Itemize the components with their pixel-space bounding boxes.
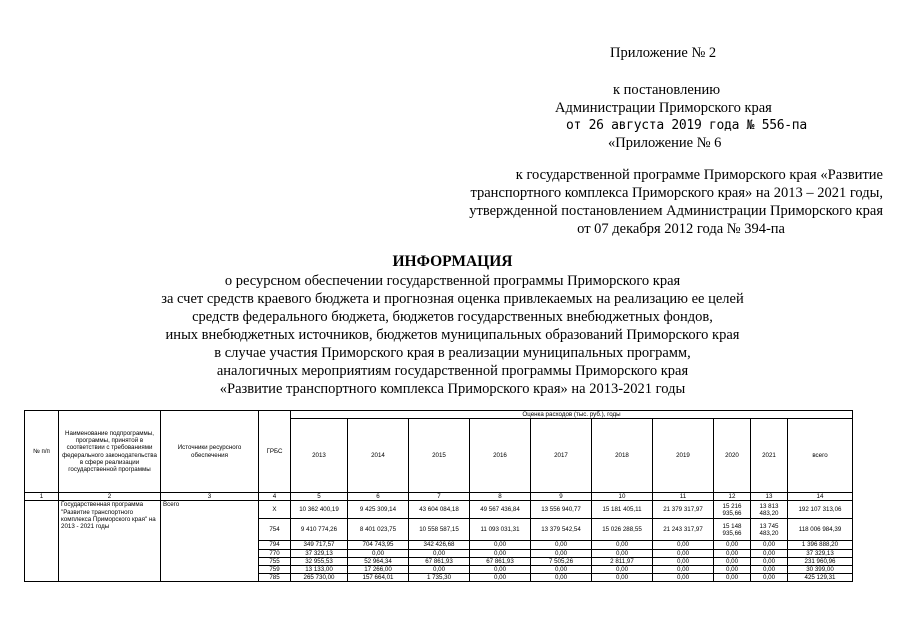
value-cell: 67 861,93 <box>470 557 531 565</box>
value-cell: 15 148 935,66 <box>714 519 751 541</box>
column-numbers-row <box>25 493 853 501</box>
column-number: 13 <box>751 493 788 501</box>
value-cell: 17 266,00 <box>348 566 409 574</box>
value-cell: 0,00 <box>751 549 788 557</box>
column-number: 10 <box>592 493 653 501</box>
header-num: № п/п <box>25 411 59 493</box>
title-line-6: аналогичных мероприятиям государственной программы Приморского края <box>216 363 689 379</box>
row-number-cell <box>25 501 59 582</box>
header-year: 2014 <box>348 419 409 493</box>
value-cell: 425 129,31 <box>788 574 853 582</box>
value-cell: 15 216 935,66 <box>714 501 751 519</box>
value-cell: 0,00 <box>592 549 653 557</box>
title-line-2: за счет средств краевого бюджета и прогнозная оценка привлекаемых на реализацию ее целей <box>161 291 744 307</box>
program-ref-line-1: к государственной программе Приморского края «Развитие <box>515 167 883 183</box>
column-number: 9 <box>531 493 592 501</box>
value-cell: 0,00 <box>470 549 531 557</box>
value-cell: 118 006 984,39 <box>788 519 853 541</box>
value-cell: 0,00 <box>531 549 592 557</box>
grbs-cell: 785 <box>259 574 291 582</box>
header-year: 2016 <box>470 419 531 493</box>
column-number: 6 <box>348 493 409 501</box>
header-year: 2021 <box>751 419 788 493</box>
grbs-cell: 794 <box>259 541 291 549</box>
header-year: 2015 <box>409 419 470 493</box>
value-cell: 0,00 <box>470 574 531 582</box>
value-cell: 67 861,93 <box>409 557 470 565</box>
value-cell: 0,00 <box>653 549 714 557</box>
value-cell: 0,00 <box>470 566 531 574</box>
value-cell: 0,00 <box>531 574 592 582</box>
column-number: 11 <box>653 493 714 501</box>
value-cell: 704 743,95 <box>348 541 409 549</box>
value-cell: 37 329,13 <box>291 549 348 557</box>
value-cell: 0,00 <box>714 566 751 574</box>
value-cell: 37 329,13 <box>788 549 853 557</box>
value-cell: 7 505,26 <box>531 557 592 565</box>
value-cell: 0,00 <box>531 541 592 549</box>
value-cell: 49 567 436,84 <box>470 501 531 519</box>
value-cell: 0,00 <box>348 549 409 557</box>
value-cell: 21 379 317,97 <box>653 501 714 519</box>
title-line-1: о ресурсном обеспечении государственной программы Приморского края <box>224 273 681 289</box>
column-number: 5 <box>291 493 348 501</box>
title-line-4: иных внебюджетных источников, бюджетов муниципальных образований Приморского края <box>165 327 740 343</box>
value-cell: 342 426,68 <box>409 541 470 549</box>
column-number: 8 <box>470 493 531 501</box>
value-cell: 0,00 <box>714 574 751 582</box>
value-cell: 8 401 023,75 <box>348 519 409 541</box>
value-cell: 21 243 317,97 <box>653 519 714 541</box>
value-cell: 192 107 313,06 <box>788 501 853 519</box>
grbs-cell: 755 <box>259 557 291 565</box>
value-cell: 0,00 <box>714 557 751 565</box>
value-cell: 13 745 483,20 <box>751 519 788 541</box>
value-cell: 13 133,00 <box>291 566 348 574</box>
value-cell: 0,00 <box>714 541 751 549</box>
header-year: 2018 <box>592 419 653 493</box>
appendix-6: «Приложение № 6 <box>608 135 722 151</box>
value-cell: 1 735,30 <box>409 574 470 582</box>
column-number: 1 <box>25 493 59 501</box>
table-body <box>25 501 853 582</box>
program-ref-line-4: от 07 декабря 2012 года № 394-па <box>577 221 785 237</box>
value-cell: 15 181 405,11 <box>592 501 653 519</box>
value-cell: 0,00 <box>714 549 751 557</box>
header-year: 2020 <box>714 419 751 493</box>
value-cell: 30 399,00 <box>788 566 853 574</box>
resource-table <box>24 410 853 582</box>
value-cell: 349 717,57 <box>291 541 348 549</box>
table-row <box>25 501 853 519</box>
value-cell: 11 093 031,31 <box>470 519 531 541</box>
value-cell: 0,00 <box>653 566 714 574</box>
grbs-cell: 754 <box>259 519 291 541</box>
header-estimate: Оценка расходов (тыс. руб.), годы <box>291 411 853 419</box>
header-source: Источники ресурсного обеспечения <box>161 411 259 493</box>
title-line-7: «Развитие транспортного комплекса Приморского края» на 2013-2021 годы <box>219 381 686 397</box>
value-cell: 0,00 <box>592 574 653 582</box>
header-year: всего <box>788 419 853 493</box>
value-cell: 0,00 <box>653 574 714 582</box>
column-number: 2 <box>59 493 161 501</box>
value-cell: 10 558 587,15 <box>409 519 470 541</box>
value-cell: 13 813 483,20 <box>751 501 788 519</box>
value-cell: 9 410 774,26 <box>291 519 348 541</box>
value-cell: 15 026 288,55 <box>592 519 653 541</box>
header-grbs: ГРБС <box>259 411 291 493</box>
column-number: 4 <box>259 493 291 501</box>
value-cell: 9 425 309,14 <box>348 501 409 519</box>
column-number: 3 <box>161 493 259 501</box>
column-number: 12 <box>714 493 751 501</box>
value-cell: 0,00 <box>409 566 470 574</box>
column-number: 14 <box>788 493 853 501</box>
value-cell: 0,00 <box>751 574 788 582</box>
header-year: 2013 <box>291 419 348 493</box>
value-cell: 0,00 <box>653 541 714 549</box>
title-line-5: в случае участия Приморского края в реализации муниципальных программ, <box>214 345 691 361</box>
value-cell: 0,00 <box>751 566 788 574</box>
program-ref-line-3: утвержденной постановлением Администрации Приморского края <box>469 203 883 219</box>
value-cell: 1 396 888,20 <box>788 541 853 549</box>
value-cell: 43 604 084,18 <box>409 501 470 519</box>
header-year: 2019 <box>653 419 714 493</box>
column-number: 7 <box>409 493 470 501</box>
program-ref-line-2: транспортного комплекса Приморского края» на 2013 – 2021 годы, <box>470 185 883 201</box>
value-cell: 0,00 <box>592 566 653 574</box>
value-cell: 0,00 <box>592 541 653 549</box>
appendix-number: Приложение № 2 <box>610 45 717 61</box>
value-cell: 32 955,53 <box>291 557 348 565</box>
grbs-cell: Х <box>259 501 291 519</box>
value-cell: 10 362 400,19 <box>291 501 348 519</box>
value-cell: 52 964,34 <box>348 557 409 565</box>
value-cell: 0,00 <box>653 557 714 565</box>
header-name: Наименование подпрограммы, программы, принятой в соответствии с требованиями федерального законодательства в сфере реализации государственной программы <box>59 411 161 493</box>
grbs-cell: 770 <box>259 549 291 557</box>
title-line-3: средств федерального бюджета, бюджетов государственных внебюджетных фондов, <box>192 309 713 325</box>
appendix-to-resolution: к постановлению <box>613 82 721 98</box>
value-cell: 265 730,00 <box>291 574 348 582</box>
source-cell: Всего <box>161 501 259 582</box>
value-cell: 2 811,97 <box>592 557 653 565</box>
value-cell: 231 960,96 <box>788 557 853 565</box>
value-cell: 0,00 <box>409 549 470 557</box>
value-cell: 0,00 <box>470 541 531 549</box>
value-cell: 0,00 <box>751 541 788 549</box>
value-cell: 0,00 <box>531 566 592 574</box>
header-year: 2017 <box>531 419 592 493</box>
appendix-date-stamp: от 26 августа 2019 года № 556-па <box>566 118 807 133</box>
value-cell: 13 379 542,54 <box>531 519 592 541</box>
document-title: ИНФОРМАЦИЯ <box>392 253 513 270</box>
value-cell: 0,00 <box>751 557 788 565</box>
grbs-cell: 759 <box>259 566 291 574</box>
appendix-administration: Администрации Приморского края <box>555 100 772 116</box>
program-name-cell: Государственная программа "Развитие транспортного комплекса Приморского края" на 2013 - 2021 годы <box>59 501 161 582</box>
value-cell: 13 556 940,77 <box>531 501 592 519</box>
value-cell: 157 664,01 <box>348 574 409 582</box>
